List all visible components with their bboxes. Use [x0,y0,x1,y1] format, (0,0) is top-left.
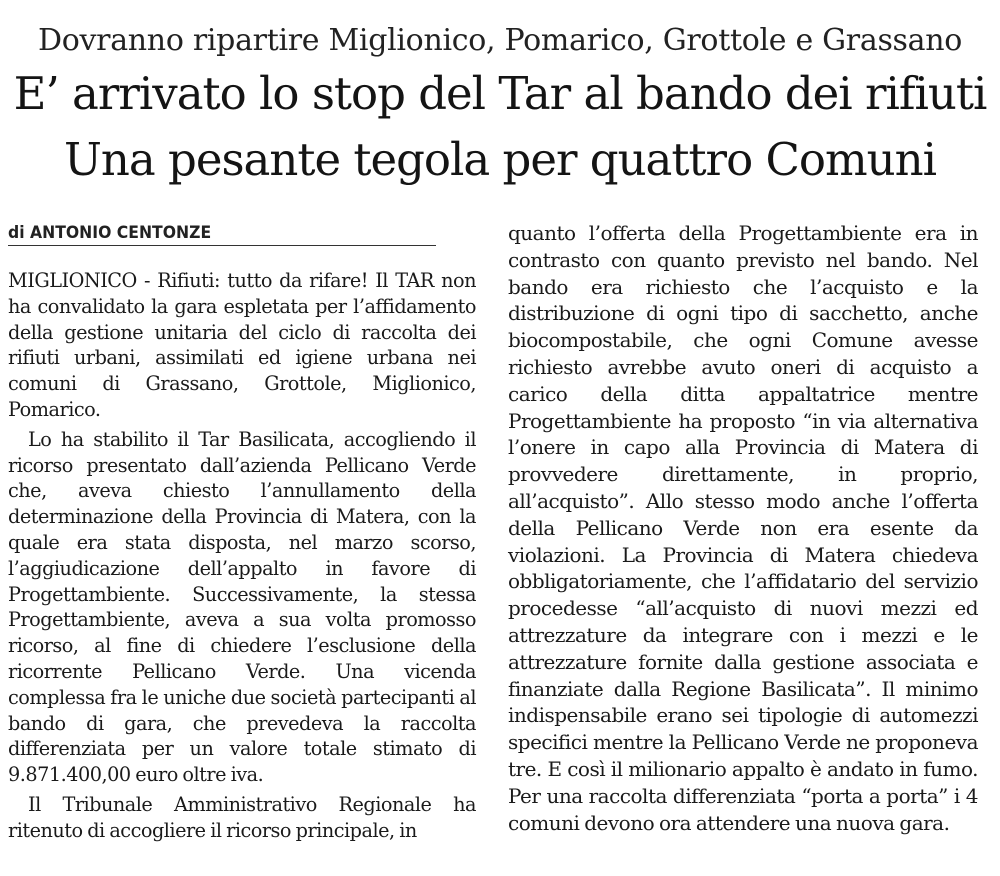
article-paragraph: Il Tribunale Amministrativo Regionale ha ritenuto di accogliere il ricorso principale, in [8,792,476,842]
article-headline: E’ arrivato lo stop del Tar al bando dei rifiuti [13,67,987,120]
article-paragraph: Lo ha stabilito il Tar Basilicata, accogliendo il ricorso presentato dall’azienda Pellicano Verde che, aveva chiesto l’annullamento della determinazione della Provincia di Matera, con la quale era stata disposta, nel marzo scorso, l’aggiudicazione dell’appalto in favore di Progettambiente. Successivamente, la stessa Progettambiente, aveva a sua volta promosso ricorso, al fine di chiedere l’esclusione della ricorrente Pellicano Verde. Una vicenda complessa fra le uniche due società partecipanti al bando di gara, che prevedeva la raccolta differenziata per un valore totale stimato di 9.871.400,00 euro oltre iva. [8,427,476,787]
article-subheadline: Una pesante tegola per quattro Comuni [63,133,937,186]
article-column-right [508,220,978,836]
article-column-left [8,268,476,844]
byline-block [8,221,436,246]
article-paragraph: MIGLIONICO - Rifiuti: tutto da rifare! Il TAR non ha convalidato la gara espletata per l’affidamento della gestione unitaria del ciclo di raccolta dei rifiuti urbani, assimilati ed igiene urbana nei comuni di Grassano, Grottole, Miglionico, Pomarico. [8,269,476,421]
article-kicker: Dovranno ripartire Miglionico, Pomarico, Grottole e Grassano [38,23,962,58]
byline: di ANTONIO CENTONZE [8,223,212,243]
article-paragraph: quanto l’offerta della Progettambiente era in contrasto con quanto previsto nel bando. Nel bando era richiesto che l’acquisto e la distribuzione di ogni tipo di sacchetto, anche biocompostabile, che ogni Comune avesse richiesto avrebbe avuto oneri di acquisto a carico della ditta appaltatrice mentre Progettambiente ha proposto “in via alternativa l’onere in capo alla Provincia di Matera di provvedere direttamente, in proprio, all’acquisto”. Allo stesso modo anche l’offerta della Pellicano Verde non era esente da violazioni. La Provincia di Matera chiedeva obbligatoriamente, che l’affidatario del servizio procedesse “all’acquisto di nuovi mezzi ed attrezzature da integrare con i mezzi e le attrezzature fornite dalla gestione associata e finanziate dalla Regione Basilicata”. Il minimo indispensabile erano sei tipologie di automezzi specifici mentre la Pellicano Verde ne proponeva tre. E così il milionario appalto è andato in fumo. Per una raccolta differenziata “porta a porta” i 4 comuni devono ora attendere una nuova gara. [508,221,978,835]
